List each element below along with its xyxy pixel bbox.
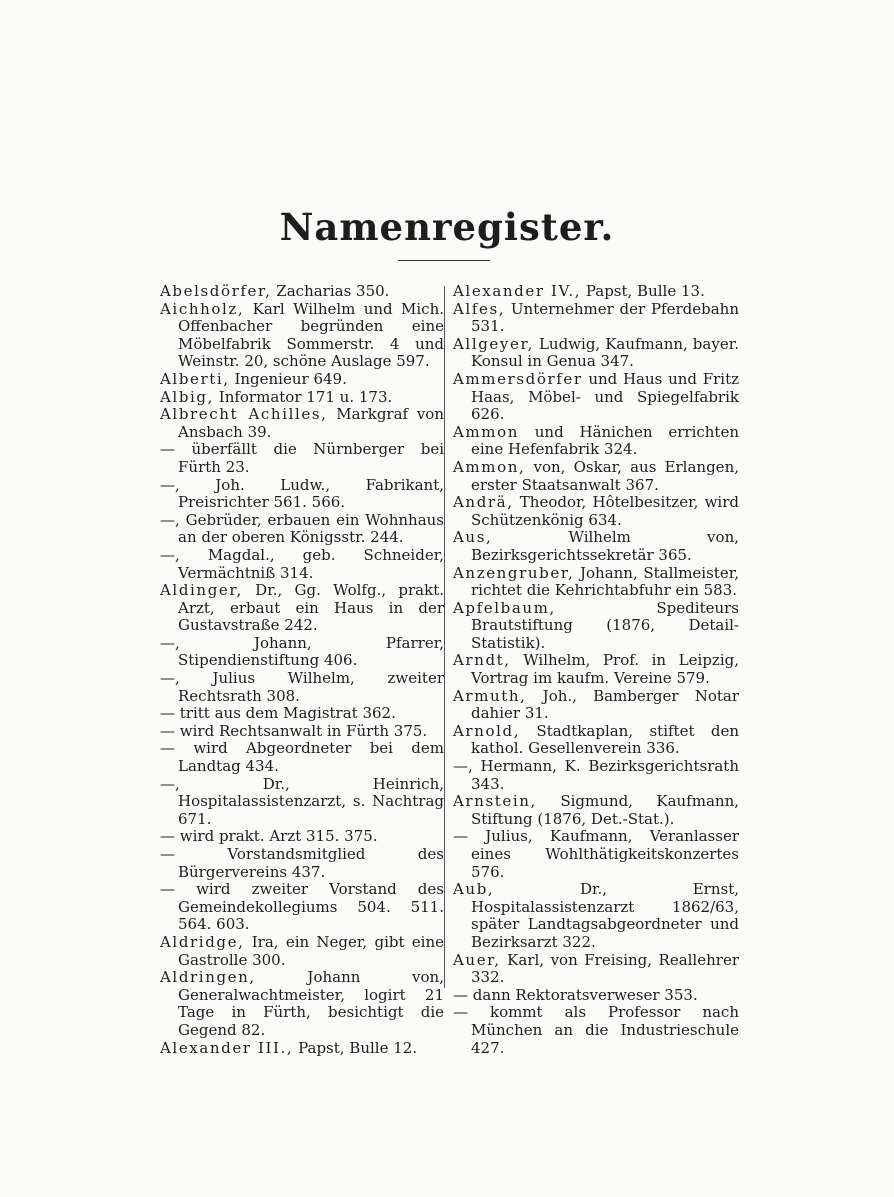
entry-text: Wilhelm von, Bezirksgerichtssekretär 365. — [471, 528, 739, 564]
entry-name: Alberti, — [160, 369, 230, 388]
entry-text: Zacharias 350. — [271, 282, 390, 300]
index-entry — [160, 406, 444, 441]
index-entry — [453, 652, 739, 687]
index-entry — [160, 301, 444, 371]
index-entry — [160, 934, 444, 969]
left-column — [160, 283, 444, 1057]
index-entry — [160, 441, 444, 476]
entry-text: Johann von, Generalwachtmeister, logirt 21 Tage in Fürth, besichtigt die Gegend 82. — [178, 968, 444, 1039]
entry-text: —, Dr., Heinrich, Hospitalassistenzarzt, s. Nachtrag 671. — [160, 774, 444, 828]
index-entry — [160, 547, 444, 582]
title-underline — [398, 260, 490, 261]
entry-text: Stadtkaplan, stiftet den kathol. Gesellenverein 336. — [471, 721, 739, 758]
entry-text: —, Johann, Pfarrer, Stipendienstiftung 406. — [160, 633, 444, 670]
entry-name: Aub, — [453, 880, 495, 899]
right-column — [453, 283, 739, 1057]
entry-text: —, Magdal., geb. Schneider, Vermächtniß 314. — [160, 545, 444, 582]
index-entry — [160, 846, 444, 881]
entry-text: Markgraf von Ansbach 39. — [178, 405, 444, 441]
index-entry — [453, 424, 739, 459]
entry-text: Johann, Stallmeister, richtet die Kehrichtabfuhr ein 583. — [471, 563, 739, 600]
entry-name: Albig, — [160, 387, 214, 406]
entry-name: Arnold, — [453, 721, 521, 740]
page-title: Namenregister. — [279, 205, 615, 249]
entry-name: Alexander III., — [160, 1038, 294, 1057]
entry-text: Ingenieur 649. — [229, 369, 347, 388]
entry-text: Spediteurs Brautstiftung (1876, Detail-Statistik). — [471, 598, 739, 652]
entry-text: — wird Rechtsanwalt in Fürth 375. — [160, 721, 428, 740]
entry-text: — kommt als Professor nach München an die Industrieschule 427. — [453, 1003, 739, 1057]
entry-text: Papst, Bulle 12. — [293, 1038, 418, 1057]
entry-name: Aus, — [453, 528, 493, 547]
index-entry — [160, 635, 444, 670]
index-entry — [160, 705, 444, 723]
entry-name: Ammon, — [453, 457, 526, 476]
index-entry — [160, 582, 444, 635]
entry-text: Theodor, Hôtelbesitzer, wird Schützenkönig 634. — [471, 493, 739, 529]
entry-name: Andrä, — [453, 493, 514, 512]
entry-text: —, Hermann, K. Bezirksgerichtsrath 343. — [453, 757, 739, 793]
entry-text: Ludwig, Kaufmann, bayer. Konsul in Genua 347. — [471, 334, 739, 371]
entry-name: Ammon — [453, 422, 519, 441]
index-entry — [160, 477, 444, 512]
entry-text: Dr., Ernst, Hospitalassistenzarzt 1862/63, später Landtagsabgeordneter und Bezirksarzt 322. — [471, 880, 739, 951]
index-entry — [453, 494, 739, 529]
entry-text: Dr., Gg. Wolfg., prakt. Arzt, erbaut ein Haus in der Gustavstraße 242. — [178, 581, 444, 635]
entry-text: und Haus und Fritz Haas, Möbel- und Spiegelfabrik 626. — [471, 369, 739, 424]
entry-text: — Julius, Kaufmann, Veranlasser eines Wohlthätigkeitskonzertes 576. — [453, 827, 739, 881]
index-entry — [453, 1004, 739, 1057]
entry-text: —, Gebrüder, erbauen ein Wohnhaus an der oberen Königsstr. 244. — [160, 510, 444, 547]
index-entry — [453, 600, 739, 653]
entry-text: — wird Abgeordneter bei dem Landtag 434. — [160, 739, 444, 776]
index-entry — [453, 758, 739, 793]
entry-text: — dann Rektoratsverweser 353. — [453, 985, 698, 1004]
index-entry — [453, 881, 739, 951]
entry-name: Apfelbaum, — [453, 598, 556, 617]
entry-text: Sigmund, Kaufmann, Stiftung (1876, Det.-Stat.). — [471, 792, 739, 828]
entry-text: von, Oskar, aus Erlangen, erster Staatsanwalt 367. — [471, 457, 739, 494]
entry-name: Ammersdörfer — [453, 369, 583, 388]
entry-text: Joh., Bamberger Notar dahier 31. — [471, 686, 739, 723]
index-entry — [160, 969, 444, 1039]
entry-text: Papst, Bulle 13. — [581, 282, 705, 300]
index-entry — [160, 776, 444, 829]
index-entry — [160, 740, 444, 775]
entry-name: Auer, — [453, 950, 501, 969]
entry-text: Karl Wilhelm und Mich. Offenbacher begründen eine Möbelfabrik Sommerstr. 4 und Weinstr. 20, schöne Auslage 597. — [178, 299, 444, 371]
index-entry — [453, 793, 739, 828]
index-entry — [453, 952, 739, 987]
entry-text: — wird prakt. Arzt 315. 375. — [160, 827, 378, 846]
index-entry — [160, 371, 444, 389]
entry-text: und Hänichen errichten eine Hefenfabrik 324. — [471, 422, 739, 459]
index-entry — [453, 688, 739, 723]
index-entry — [160, 828, 444, 846]
index-entry — [160, 389, 444, 407]
entry-text: Wilhelm, Prof. in Leipzig, Vortrag im kaufm. Vereine 579. — [471, 651, 739, 688]
index-entry — [160, 1040, 444, 1058]
entry-name: Aldridge, — [160, 932, 245, 951]
index-entry — [453, 371, 739, 424]
entry-name: Arndt, — [453, 651, 511, 670]
entry-text: —, Julius Wilhelm, zweiter Rechtsrath 308. — [160, 669, 444, 705]
entry-text: —, Joh. Ludw., Fabrikant, Preisrichter 561. 566. — [160, 475, 444, 512]
index-entry — [453, 723, 739, 758]
index-entry — [160, 670, 444, 705]
entry-text: Ira, ein Neger, gibt eine Gastrolle 300. — [178, 932, 444, 969]
entry-name: Allgeyer, — [453, 334, 534, 353]
entry-text: — tritt aus dem Magistrat 362. — [160, 704, 396, 723]
index-entry — [453, 529, 739, 564]
entry-name: Aichholz, — [160, 299, 245, 318]
entry-name: Aldringen, — [160, 968, 256, 987]
entry-text: — Vorstandsmitglied des Bürgervereins 437. — [160, 845, 444, 881]
entry-name: Anzengruber, — [453, 563, 575, 582]
index-entry — [453, 987, 739, 1005]
entry-name: Alfes, — [453, 299, 506, 318]
index-entry — [453, 301, 739, 336]
index-entry — [453, 283, 739, 301]
entry-text: Unternehmer der Pferdebahn 531. — [471, 299, 739, 336]
index-entry — [160, 512, 444, 547]
index-entry — [160, 283, 444, 301]
index-entry — [453, 565, 739, 600]
entry-text: — wird zweiter Vorstand des Gemeindekollegiums 504. 511. 564. 603. — [160, 880, 444, 934]
entry-name: Arnstein, — [453, 792, 537, 811]
entry-name: Alexander IV., — [453, 282, 582, 300]
entry-name: Aldinger, — [160, 581, 243, 600]
index-entry — [453, 336, 739, 371]
entry-name: Albrecht Achilles, — [160, 405, 328, 424]
index-entry — [160, 723, 444, 741]
index-entry — [160, 881, 444, 934]
entry-name: Abelsdörfer, — [160, 282, 272, 300]
entry-name: Armuth, — [453, 686, 527, 705]
index-entry — [453, 828, 739, 881]
column-divider — [444, 286, 445, 988]
index-entry — [453, 459, 739, 494]
entry-text: Karl, von Freising, Reallehrer 332. — [471, 950, 739, 987]
entry-text: Informator 171 u. 173. — [214, 387, 393, 406]
entry-text: — überfällt die Nürnberger bei Fürth 23. — [160, 440, 444, 476]
